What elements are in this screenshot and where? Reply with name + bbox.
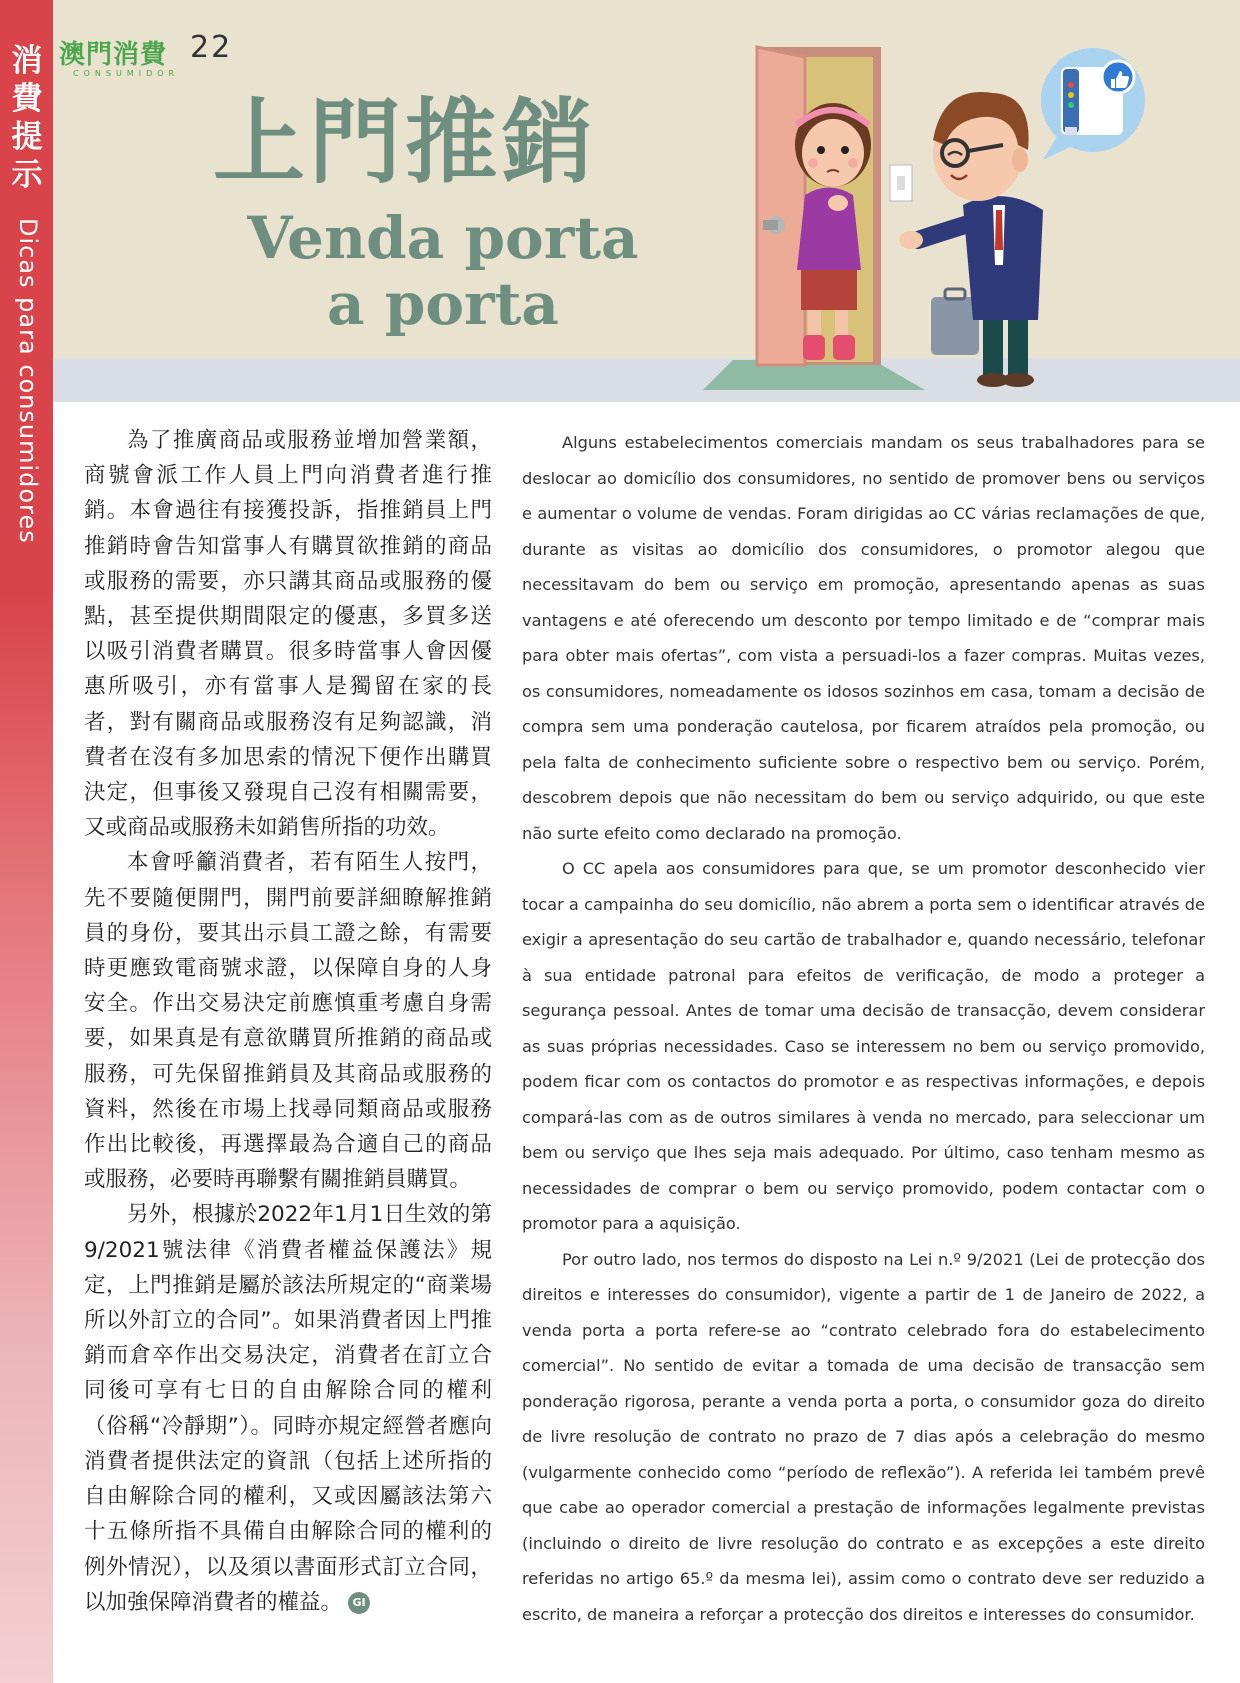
speech-bubble-icon — [1041, 48, 1145, 160]
page-title-pt — [213, 205, 673, 337]
section-char: 消 — [11, 43, 43, 79]
paragraph-cn: 為了推廣商品或服務並增加營業額，商號會派工作人員上門向消費者進行推銷。本會過往有接獲投訴，指推銷員上門推銷時會告知當事人有購買欲推銷的商品或服務的需要，亦只講其商品或服務的優點，甚至提供期間限定的優惠，多買多送以吸引消費者購買。很多時當事人會因優惠所吸引，亦有當事人是獨留在家的長者，對有關商品或服務沒有足夠認識，消費者在沒有多加思索的情況下便作出購買決定，但事後又發現自己沒有相關需要，又或商品或服務未如銷售所指的功效。 — [84, 428, 492, 841]
section-char: 費 — [11, 81, 43, 117]
magazine-logo — [59, 34, 179, 78]
door-to-door-illustration — [693, 35, 1240, 402]
paragraph-pt: Alguns estabelecimentos comerciais mandam os seus trabalhadores para se deslocar ao domicílio dos consumidores, no sentido de promover bens ou serviços e aumentar o volume de vendas. Foram dirigidas ao CC várias reclamações de que, durante as visitas ao domicílio dos consumidores, o promotor alegou que necessitavam do bem ou serviço em promoção, apresentando apenas as suas vantagens e até oferecendo um desconto por tempo limitado e de “comprar mais para obter mais ofertas”, com vista a persuadi-los a fazer compras. Muitas vezes, os consumidores, nomeadamente os idosos sozinhos em casa, tomam a decisão de compra sem uma ponderação cautelosa, por ficarem atraídos pela promoção, ou pela falta de conhecimento suficiente sobre o respectivo bem ou serviço. Porém, descobrem depois que não necessitam do bem ou serviço adquirido, ou que este não surte efeito como declarado na promoção. — [522, 433, 1205, 843]
section-sidebar — [0, 0, 53, 1683]
salesman-figure — [899, 92, 1043, 387]
section-char: 示 — [11, 157, 43, 193]
section-label-pt: Dicas para consumidores — [14, 218, 42, 544]
logo-text-en: CONSUMIDOR — [73, 69, 180, 78]
door-panel — [757, 47, 805, 365]
paragraph-pt: Por outro lado, nos termos do disposto na Lei n.º 9/2021 (Lei de protecção dos direitos e interesses do consumidor), vigente a partir de 1 de Janeiro de 2022, a venda porta a porta refere-se ao “contrato celebrado fora do estabelecimento comercial”. No sentido de evitar a tomada de uma decisão de transacção sem ponderação rigorosa, perante a venda porta a porta, o consumidor goza do direito de livre resolução de contrato no prazo de 7 dias após a celebração do mesmo (vulgarmente conhecido como “período de reflexão”). A referida lei também prevê que cabe ao operador comercial a prestação de informações legalmente previstas (incluindo o direito de livre resolução do contrato e as excepções a este direito referidas no artigo 65.º da mesma lei), assim como o contrato deve ser reduzido a escrito, de maneira a reforçar a protecção dos direitos e interesses do consumidor. — [522, 1249, 1205, 1624]
paragraph-cn: 本會呼籲消費者，若有陌生人按門，先不要隨便開門，開門前要詳細瞭解推銷員的身份，要其出示員工證之餘，有需要時更應致電商號求證，以保障自身的人身安全。作出交易決定前應慎重考慮自身需要，如果真是有意欲購買所推銷的商品或服務，可先保留推銷員及其商品或服務的資料，然後在市場上找尋同類商品或服務作出比較後，再選擇最為合適自己的商品或服務，必要時再聯繫有關推銷員購買。 — [84, 850, 492, 1193]
title-pt-line1: Venda porta — [247, 204, 639, 272]
page-title-cn: 上門推銷 — [213, 88, 598, 196]
page-number: 22 — [190, 30, 233, 65]
section-label-cn — [8, 42, 46, 194]
article-header — [53, 0, 1240, 402]
logo-text-cn: 澳門消費 — [59, 40, 168, 70]
section-char: 提 — [11, 119, 43, 155]
article-body-cn — [84, 423, 492, 1620]
end-mark-icon: GI — [348, 1592, 370, 1614]
paragraph-cn-text: 另外，根據於2022年1月1日生效的第9/2021號法律《消費者權益保護法》規定，上門推銷是屬於該法所規定的“商業場所以外訂立的合同”。如果消費者因上門推銷而倉卒作出交易決定，消費者在訂立合同後可享有七日的自由解除合同的權利（俗稱“冷靜期”）。同時亦規定經營者應向消費者提供法定的資訊（包括上述所指的自由解除合同的權利，又或因屬該法第六十五條所指不具備自由解除合同的權利的例外情況），以及須以書面形式訂立合同，以加強保障消費者的權益。 — [84, 1202, 492, 1615]
article-body-pt — [522, 425, 1205, 1632]
paragraph-cn — [84, 1197, 492, 1619]
paragraph-pt: O CC apela aos consumidores para que, se um promotor desconhecido vier tocar a campainha do seu domicílio, não abrem a porta sem o identificar através de exigir a apresentação do seu cartão de trabalhador e, quando necessário, telefonar à sua entidade patronal para efeitos de verificação, de modo a proteger a segurança pessoal. Antes de tomar uma decisão de transacção, devem considerar as suas próprias necessidades. Caso se interessem no bem ou serviço promovido, podem ficar com os contactos do promotor e as respectivas informações, e depois compará-las com as de outros similares à venda no mercado, para seleccionar um bem ou serviço que lhes seja mais adequado. Por último, caso tenham mesmo as necessidades de comprar o bem ou serviço promovido, podem contactar com o promotor para a aquisição. — [522, 859, 1205, 1233]
title-pt-line2: a porta — [327, 270, 559, 338]
